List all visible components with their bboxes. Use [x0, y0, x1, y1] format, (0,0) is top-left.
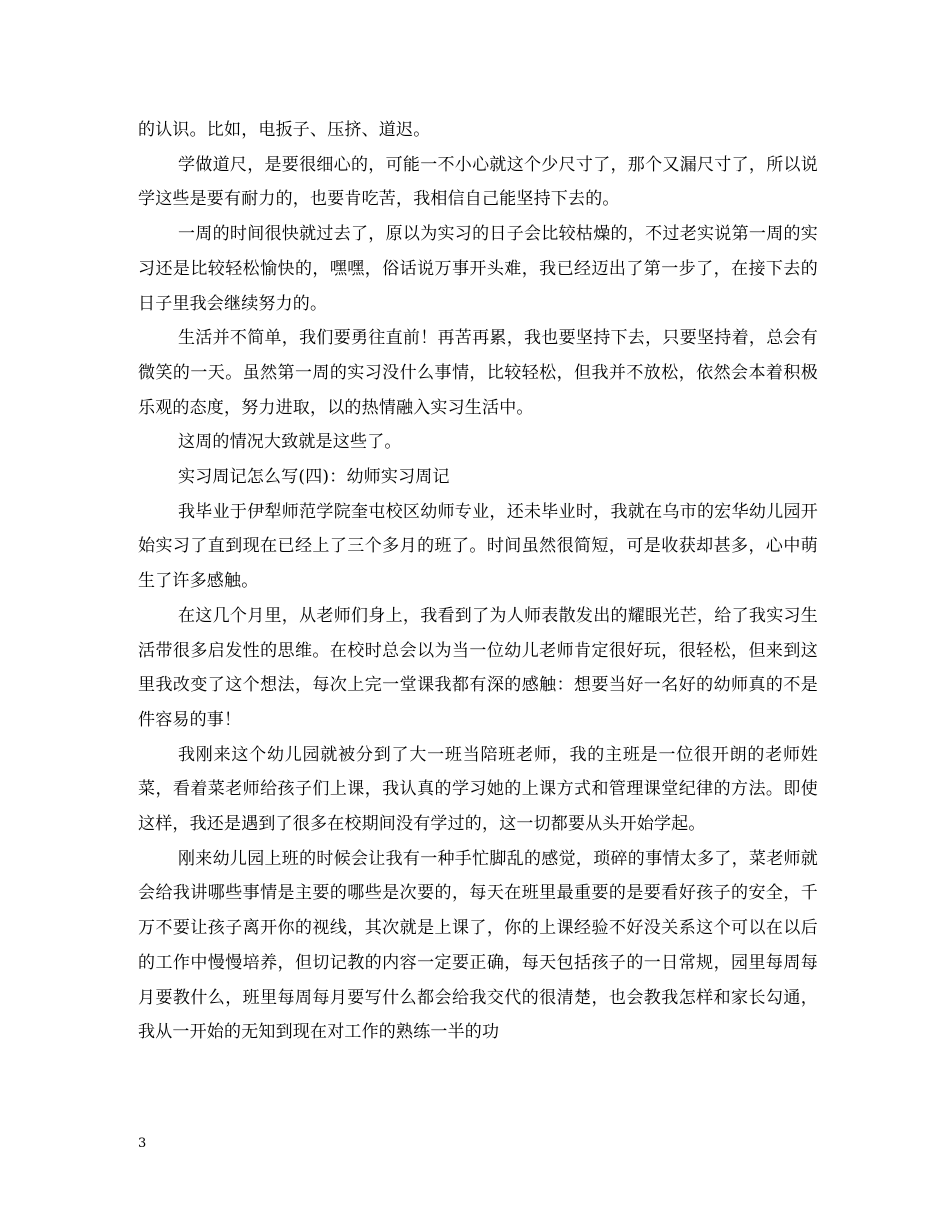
paragraph: 生活并不简单，我们要勇往直前！再苦再累，我也要坚持下去，只要坚持着，总会有微笑的一天。虽然第一周的实习没什么事情，比较轻松，但我并不放松，依然会本着积极乐观的态度，努力进取，以的热情融入实习生活中。	[138, 328, 818, 418]
paragraph: 学做道尺，是要很细心的，可能一不小心就这个少尺寸了，那个又漏尺寸了，所以说学这些是要有耐力的，也要肯吃苦，我相信自己能坚持下去的。	[138, 154, 818, 210]
document-body	[138, 113, 818, 1050]
section-heading: 实习周记怎么写(四)：幼师实习周记	[178, 467, 450, 488]
paragraph: 一周的时间很快就过去了，原以为实习的日子会比较枯燥的，不过老实说第一周的实习还是比较轻松愉快的，嘿嘿，俗话说万事开头难，我已经迈出了第一步了，在接下去的日子里我会继续努力的。	[138, 224, 818, 314]
paragraph: 刚来幼儿园上班的时候会让我有一种手忙脚乱的感觉，琐碎的事情太多了，菜老师就会给我讲哪些事情是主要的哪些是次要的，每天在班里最重要的是要看好孩子的安全，千万不要让孩子离开你的视线，其次就是上课了，你的上课经验不好没关系这个可以在以后的工作中慢慢培养，但切记教的内容一定要正确，每天包括孩子的一日常规，园里每周每月要教什么，班里每周每月要写什么都会给我交代的很清楚，也会教我怎样和家长勾通，我从一开始的无知到现在对工作的熟练一半的功	[138, 848, 818, 1043]
paragraph: 的认识。比如，电扳子、压挤、道迟。	[138, 120, 431, 140]
paragraph: 在这几个月里，从老师们身上，我看到了为人师表散发出的耀眼光芒，给了我实习生活带很多启发性的思维。在校时总会以为当一位幼儿老师肯定很好玩，很轻松，但来到这里我改变了这个想法，每次上完一堂课我都有深的感触：想要当好一名好的幼师真的不是件容易的事！	[138, 605, 818, 730]
paragraph: 我刚来这个幼儿园就被分到了大一班当陪班老师，我的主班是一位很开朗的老师姓菜，看着菜老师给孩子们上课，我认真的学习她的上课方式和管理课堂纪律的方法。即使这样，我还是遇到了很多在校期间没有学过的，这一切都要从头开始学起。	[138, 744, 818, 835]
paragraph: 这周的情况大致就是这些了。	[178, 432, 402, 453]
paragraph: 我毕业于伊犁师范学院奎屯校区幼师专业，还未毕业时，我就在乌市的宏华幼儿园开始实习了直到现在已经上了三个多月的班了。时间虽然很简短，可是收获却甚多，心中萌生了许多感触。	[138, 501, 818, 592]
page-number: 3	[138, 1136, 147, 1151]
